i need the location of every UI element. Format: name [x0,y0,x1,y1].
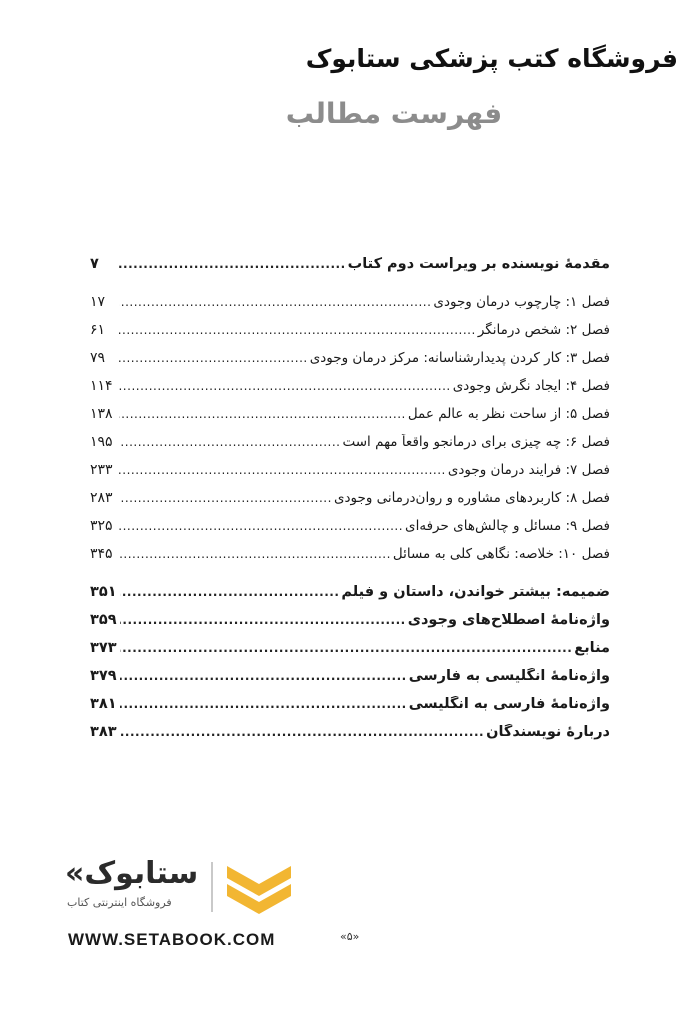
toc-page-number: ۳۸۳ [90,724,117,740]
toc-row-chapter-2[interactable] [90,322,610,350]
toc-leader-dots [120,697,407,711]
toc-entry-title: واژه‌نامهٔ انگلیسی به فارسی [408,668,610,684]
toc-leader-dots [119,463,446,477]
toc-entry-title: فصل ۵: از ساحت نظر به عالم عمل [407,406,610,422]
toc-entry-title: فصل ۷: فرایند درمان وجودی [447,462,610,478]
toc-entry-title: فصل ۶: چه چیزی برای درمانجو واقعاً مهم است [342,434,610,450]
toc-leader-dots [119,379,451,393]
toc-page-number: ۶۱ [90,322,106,338]
toc-row-appendix[interactable] [90,584,610,612]
toc-leader-dots [120,613,406,627]
toc-row-chapter-1[interactable] [90,294,610,322]
toc-page-number: ۳۷۹ [90,668,117,684]
setabook-logo[interactable] [65,856,300,926]
toc-page-number: ۳۲۵ [90,518,113,534]
toc-row-chapter-9[interactable] [90,518,610,546]
toc-leader-dots [119,435,340,449]
toc-leader-dots [120,641,573,655]
toc-row-chapter-6[interactable] [90,434,610,462]
toc-row-chapter-5[interactable] [90,406,610,434]
toc-page-number: ۷ [90,256,99,272]
logo-divider [211,862,213,912]
page-number: «۵» [340,930,360,943]
toc-leader-dots [119,519,403,533]
toc-row-intro[interactable] [90,256,610,284]
toc-page-number: ۱۳۸ [90,406,113,422]
toc-leader-dots [119,257,346,271]
toc-row-references[interactable] [90,640,610,668]
page-title: فهرست مطالب [285,97,503,130]
toc-leader-dots [120,725,485,739]
toc-entry-title: فصل ۱۰: خلاصه: نگاهی کلی به مسائل [392,546,610,562]
toc-entry-title: واژه‌نامهٔ اصطلاح‌های وجودی [407,612,610,628]
toc-row-chapter-8[interactable] [90,490,610,518]
toc-leader-dots [119,323,476,337]
toc-page-number: ۳۵۹ [90,612,117,628]
toc-entry-title: مقدمهٔ نویسنده بر ویراست دوم کتاب [347,256,610,272]
toc-entry-title: فصل ۳: کار کردن پدیدارشناسانه: مرکز درمان وجودی [309,350,610,366]
toc-entry-title: فصل ۸: کاربردهای مشاوره و روان‌درمانی وجودی [333,490,610,506]
toc-row-chapter-7[interactable] [90,462,610,490]
table-of-contents [90,256,610,752]
toc-entry-title: فصل ۹: مسائل و چالش‌های حرفه‌ای [405,518,610,534]
toc-entry-title: منابع [574,640,610,656]
toc-leader-dots [120,585,340,599]
toc-page-number: ۱۹۵ [90,434,113,450]
toc-entry-title: فصل ۲: شخص درمانگر [477,322,610,338]
toc-row-fa-en-glossary[interactable] [90,696,610,724]
logo-subtitle: فروشگاه اینترنتی کتاب [67,896,172,909]
toc-page-number: ۱۱۴ [90,378,113,394]
toc-row-chapter-4[interactable] [90,378,610,406]
toc-entry-title: فصل ۴: ایجاد نگرش وجودی [452,378,610,394]
toc-page-number: ۳۵۱ [90,584,117,600]
toc-page-number: ۳۷۳ [90,640,117,656]
website-url[interactable]: WWW.SETABOOK.COM [68,930,276,949]
toc-entry-title: فصل ۱: چارچوب درمان وجودی [433,294,610,310]
toc-entry-title: دربارهٔ نویسندگان [486,724,610,740]
toc-leader-dots [119,351,308,365]
toc-row-about-authors[interactable] [90,724,610,752]
toc-leader-dots [119,295,431,309]
toc-row-chapter-3[interactable] [90,350,610,378]
toc-row-en-fa-glossary[interactable] [90,668,610,696]
toc-page-number: ۲۳۳ [90,462,113,478]
store-title: فروشگاه کتب پزشکی ستابوک [305,44,678,73]
toc-entry-title: واژه‌نامهٔ فارسی به انگلیسی [408,696,610,712]
logo-chevrons-icon: « [65,856,85,891]
toc-page-number: ۷۹ [90,350,106,366]
toc-page-number: ۱۷ [90,294,106,310]
toc-page-number: ۳۸۱ [90,696,117,712]
toc-page-number: ۲۸۳ [90,490,113,506]
toc-row-glossary[interactable] [90,612,610,640]
toc-page-number: ۳۴۵ [90,546,113,562]
toc-leader-dots [119,491,332,505]
toc-leader-dots [119,547,391,561]
toc-row-chapter-10[interactable] [90,546,610,574]
toc-leader-dots [120,669,407,683]
toc-leader-dots [119,407,406,421]
toc-entry-title: ضمیمه: بیشتر خواندن، داستان و فیلم [341,584,610,600]
logo-wordmark: «ستابوک [65,856,199,891]
chevron-stack-icon [223,862,295,918]
